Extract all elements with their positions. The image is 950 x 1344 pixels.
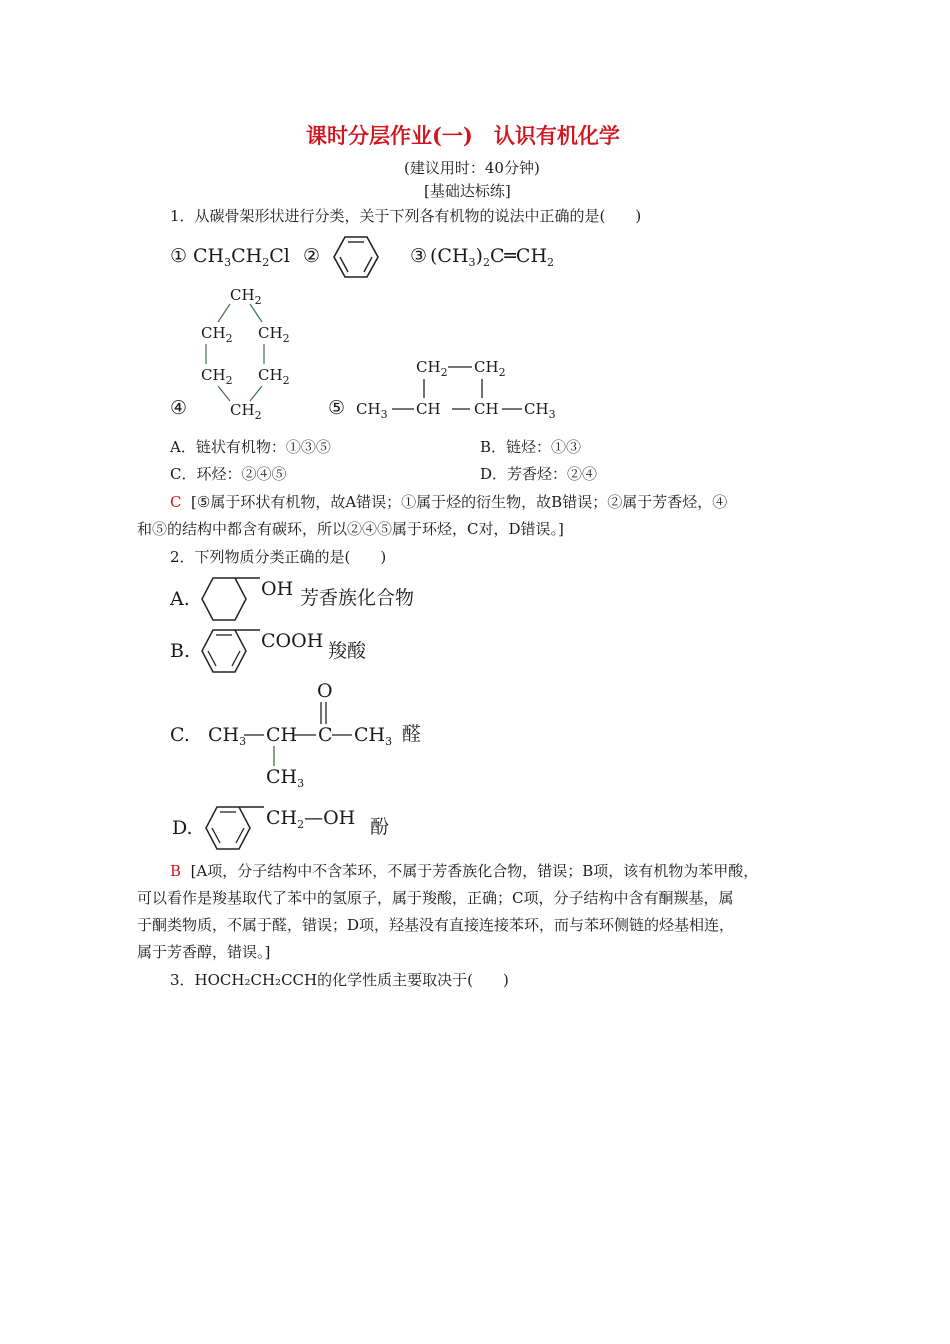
q1-option-b: B．链烃：①③	[480, 438, 582, 456]
q2-option-b-label: B.	[170, 640, 191, 662]
q2-option-a-class: 芳香族化合物	[300, 587, 415, 609]
q2-option-b-class: 羧酸	[328, 640, 367, 662]
benzene-ring-icon	[200, 626, 270, 676]
question-3-stem: 3．HOCH₂CH₂CCH的化学性质主要取决于( )	[170, 971, 509, 989]
q2-option-c-structure: O $CH_3$ CH C $CH_3$ $CH_3$	[208, 680, 393, 790]
benzene-ring-icon	[204, 803, 274, 853]
suggested-time: (建议用时：40分钟)	[404, 159, 540, 177]
question-1-stem: 1．从碳骨架形状进行分类，关于下列各有机物的说法中正确的是( )	[170, 207, 642, 225]
q2-option-d-ch2-oh: $CH_2—OH$	[266, 807, 356, 831]
q1-option-d: D．芳香烃：②④	[480, 465, 598, 483]
structure-2-number: ②	[303, 245, 321, 267]
question-2-stem: 2．下列物质分类正确的是( )	[170, 548, 387, 566]
q2-explanation-line-4: 属于芳香醇，错误。]	[137, 943, 271, 961]
q2-option-c-class: 醛	[402, 723, 422, 745]
page-title: 课时分层作业(一) 认识有机化学	[306, 123, 620, 148]
q2-option-d-label: D.	[172, 817, 193, 839]
q2-option-d-class: 酚	[370, 816, 390, 838]
benzene-ring-icon	[332, 234, 380, 280]
structure-3-number: ③	[410, 245, 428, 267]
q2-explanation-line-3: 于酮类物质，不属于醛，错误；D项，羟基没有直接连接苯环，而与苯环侧链的烃基相连，	[137, 916, 735, 934]
q1-option-a: A．链状有机物：①③⑤	[170, 438, 331, 456]
q2-explanation-line-1: B [A项，分子结构中不含苯环，不属于芳香族化合物，错误；B项，该有机物为苯甲酸，	[170, 862, 759, 880]
structure-5-dimethylcyclobutane: $CH_2$ $CH_2$ $CH_3$ CH CH $CH_3$	[356, 358, 556, 421]
q2-option-a-label: A.	[170, 588, 190, 610]
section-heading: [基础达标练]	[424, 182, 511, 200]
structure-4-cyclohexane: $CH_2$ $CH_2$ $CH_2$ $CH_2$ $CH_2$ $CH_2$	[201, 286, 290, 422]
cyclohexane-ring-icon	[200, 574, 270, 624]
q2-option-a-oh: OH	[261, 578, 294, 600]
structure-3-formula: $(CH_3)_2C═CH_2$	[430, 245, 555, 269]
q1-explanation-line-1: C [⑤属于环状有机物，故A错误；①属于烃的衍生物，故B错误；②属于芳香烃，④	[170, 493, 728, 511]
structure-1-formula: $CH_3CH_2Cl$	[193, 245, 290, 269]
q1-explanation-line-2: 和⑤的结构中都含有碳环，所以②④⑤属于环烃，C对，D错误。]	[137, 520, 564, 538]
q2-option-c-label: C.	[170, 724, 190, 746]
q2-answer: B	[170, 862, 182, 880]
q1-answer: C	[170, 493, 182, 511]
structure-4-number: ④	[170, 397, 188, 419]
structure-5-number: ⑤	[328, 397, 346, 419]
q2-explanation-line-2: 可以看作是羧基取代了苯中的氢原子，属于羧酸，正确；C项，分子结构中含有酮羰基，属	[137, 889, 734, 907]
structure-1-number: ①	[170, 245, 188, 267]
q2-option-b-cooh: COOH	[261, 630, 324, 652]
q1-option-c: C．环烃：②④⑤	[170, 465, 287, 483]
